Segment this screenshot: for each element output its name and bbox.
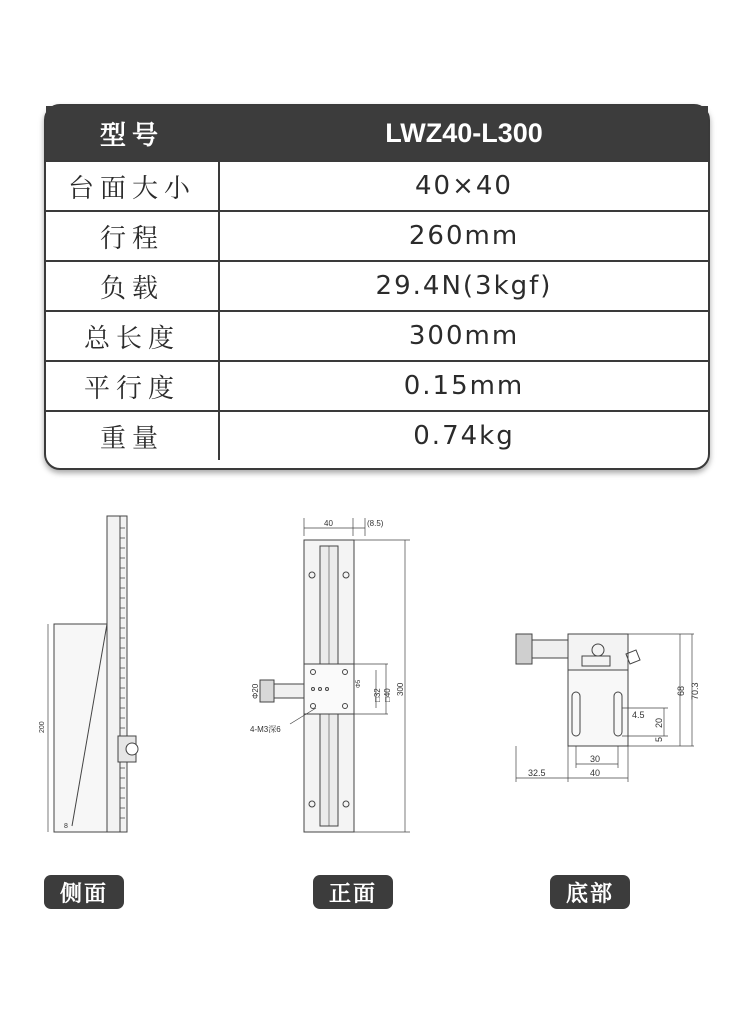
header-key: 型号 [46, 106, 220, 160]
front-dim-phi5: Φ5 [356, 679, 362, 688]
front-view-drawing [240, 512, 420, 842]
row-key: 台面大小 [46, 162, 220, 210]
table-row [46, 360, 708, 410]
row-value: 0.15mm [403, 371, 525, 401]
side-dim-8: 8 [64, 823, 68, 830]
table-row [46, 160, 708, 210]
bottom-dim-40: 40 [590, 768, 601, 778]
table-row [46, 260, 708, 310]
bottom-dim-68: 68 [676, 685, 686, 696]
table-row [46, 210, 708, 260]
bottom-dim-5: 5 [654, 736, 664, 742]
row-key: 平行度 [46, 362, 220, 410]
bottom-dim-30: 30 [590, 754, 601, 764]
row-value: 260mm [408, 221, 520, 251]
header-value: LWZ40-L300 [385, 117, 543, 148]
bottom-dim-32-5: 32.5 [528, 768, 546, 778]
side-dim-200: 200 [39, 721, 46, 733]
table-row [46, 410, 708, 460]
spec-table [44, 104, 710, 470]
side-view-drawing [39, 508, 154, 843]
row-key: 总长度 [46, 312, 220, 360]
front-dim-300: 300 [396, 682, 405, 696]
front-dim-40: 40 [324, 519, 333, 528]
front-callout: 4-M3深6 [250, 725, 281, 734]
row-value: 40×40 [415, 171, 513, 201]
row-key: 行程 [46, 212, 220, 260]
front-dim-8-5: (8.5) [367, 519, 384, 528]
front-view-label: 正面 [313, 875, 393, 909]
row-key: 重量 [46, 412, 220, 460]
bottom-view-label: 底部 [550, 875, 630, 909]
table-header-row [46, 106, 708, 160]
side-view-label: 侧面 [44, 875, 124, 909]
front-dim-40b: □40 [383, 688, 392, 702]
bottom-dim-70-3: 70.3 [690, 682, 700, 700]
bottom-view-drawing [508, 622, 708, 787]
front-dim-phi20: Φ20 [251, 683, 260, 699]
row-value: 29.4N(3kgf) [375, 271, 553, 301]
row-value: 300mm [408, 321, 520, 351]
row-value: 0.74kg [413, 421, 515, 451]
front-dim-32: □32 [373, 688, 382, 702]
row-key: 负载 [46, 262, 220, 310]
table-row [46, 310, 708, 360]
bottom-dim-4-5: 4.5 [632, 710, 645, 720]
bottom-dim-20: 20 [654, 717, 664, 728]
